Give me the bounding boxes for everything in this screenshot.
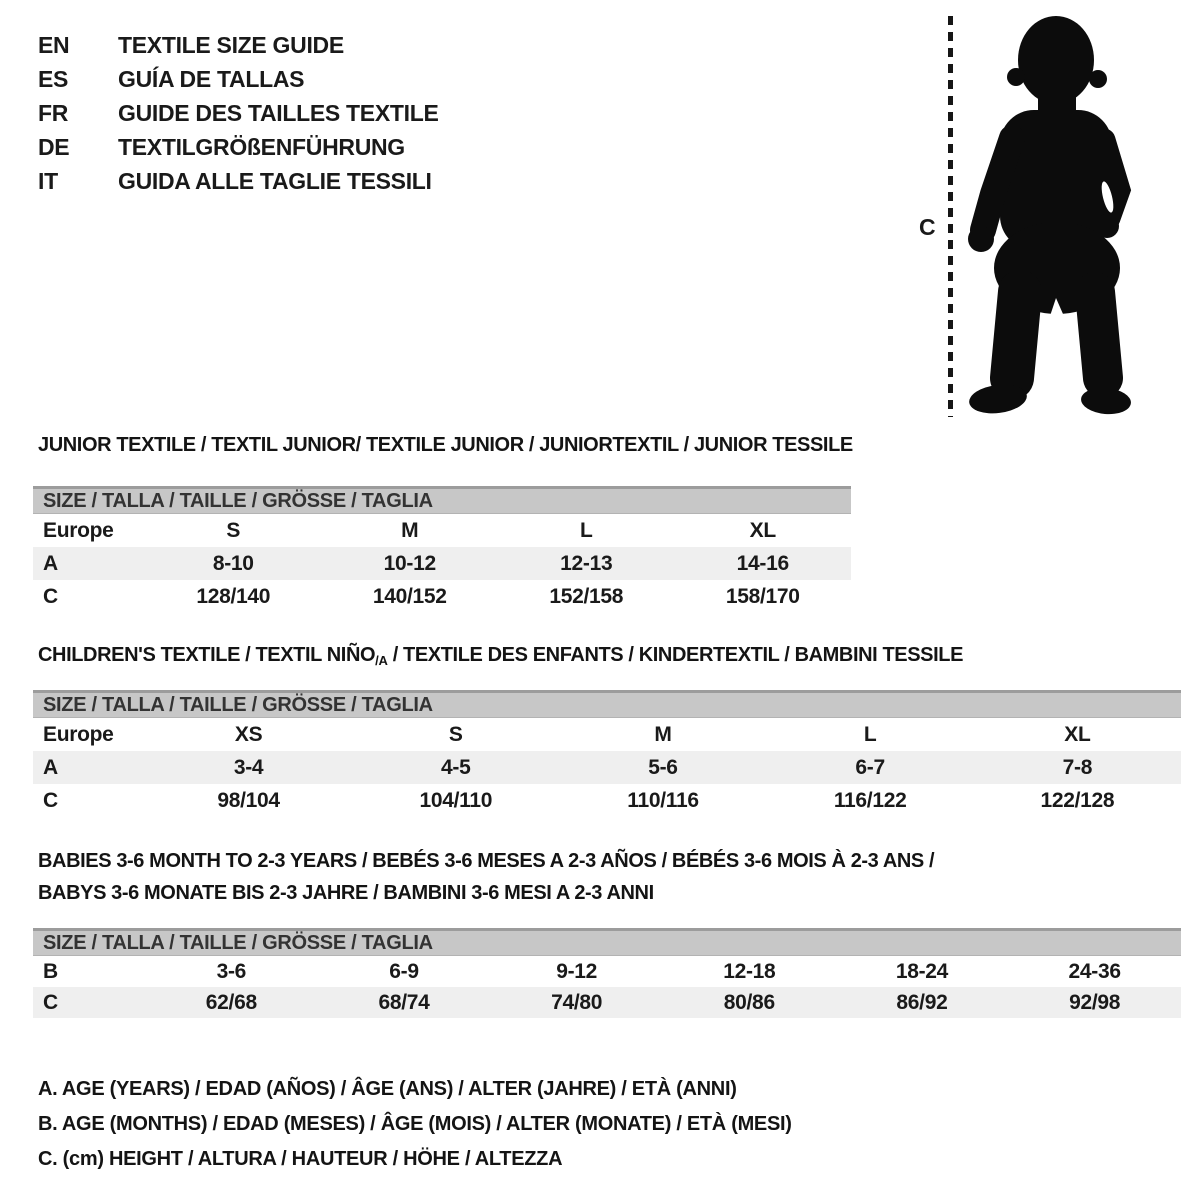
height-value: 116/122 [767, 784, 974, 817]
months-value: 9-12 [490, 956, 663, 988]
lang-row-es [38, 62, 439, 96]
age-value: 5-6 [559, 751, 766, 784]
row-label: A [33, 547, 145, 580]
row-label: A [33, 751, 145, 784]
height-value: 140/152 [322, 580, 499, 613]
lang-title-it: GUIDA ALLE TAGLIE TESSILI [118, 167, 432, 194]
months-value: 12-18 [663, 956, 836, 988]
children-size-table [33, 690, 1181, 817]
size-value: M [559, 718, 766, 752]
age-value: 10-12 [322, 547, 499, 580]
months-value: 6-9 [318, 956, 491, 988]
lang-code-en: EN [38, 31, 70, 58]
lang-code-fr: FR [38, 99, 69, 126]
row-label: C [33, 987, 145, 1018]
age-value: 7-8 [974, 751, 1181, 784]
junior-row-c [33, 580, 851, 613]
lang-code-it: IT [38, 167, 58, 194]
months-value: 3-6 [145, 956, 318, 988]
row-label: Europe [33, 514, 145, 548]
children-size-header: SIZE / TALLA / TAILLE / GRÖSSE / TAGLIA [33, 692, 1181, 718]
height-value: 104/110 [352, 784, 559, 817]
baby-ear-left [1007, 68, 1025, 86]
junior-size-table [33, 486, 851, 613]
children-size-header-row [33, 692, 1181, 718]
size-value: XS [145, 718, 352, 752]
size-value: M [322, 514, 499, 548]
height-value: 152/158 [498, 580, 675, 613]
babies-section-title-line2: BABYS 3-6 MONATE BIS 2-3 JAHRE / BAMBINI 3-6 MESI A 2-3 ANNI [38, 882, 654, 904]
age-value: 8-10 [145, 547, 322, 580]
size-value: S [145, 514, 322, 548]
size-value: XL [675, 514, 852, 548]
height-value: 122/128 [974, 784, 1181, 817]
height-value: 110/116 [559, 784, 766, 817]
children-row-europe [33, 718, 1181, 752]
baby-silhouette [956, 10, 1142, 420]
junior-size-header: SIZE / TALLA / TAILLE / GRÖSSE / TAGLIA [33, 488, 851, 514]
children-row-c [33, 784, 1181, 817]
babies-section-title-line1: BABIES 3-6 MONTH TO 2-3 YEARS / BEBÉS 3-6 MESES A 2-3 AÑOS / BÉBÉS 3-6 MOIS À 2-3 ANS / [38, 850, 935, 872]
height-dashed-line [948, 16, 953, 417]
lang-title-en: TEXTILE SIZE GUIDE [118, 31, 344, 58]
measurement-legend [38, 1072, 792, 1177]
children-row-a [33, 751, 1181, 784]
age-value: 14-16 [675, 547, 852, 580]
height-value: 80/86 [663, 987, 836, 1018]
language-title-block [38, 28, 439, 198]
junior-row-a [33, 547, 851, 580]
babies-row-c [33, 987, 1181, 1018]
row-label: C [33, 580, 145, 613]
height-value: 86/92 [836, 987, 1009, 1018]
baby-leg-right [1095, 292, 1103, 378]
lang-title-es: GUÍA DE TALLAS [118, 65, 305, 92]
size-value: XL [974, 718, 1181, 752]
junior-section-title: JUNIOR TEXTILE / TEXTIL JUNIOR/ TEXTILE JUNIOR / JUNIORTEXTIL / JUNIOR TESSILE [38, 434, 853, 456]
height-measure-label: C [919, 214, 936, 240]
babies-size-header: SIZE / TALLA / TAILLE / GRÖSSE / TAGLIA [33, 930, 1181, 956]
row-label: Europe [33, 718, 145, 752]
baby-ear-right [1089, 70, 1107, 88]
lang-code-de: DE [38, 133, 70, 160]
size-value: L [767, 718, 974, 752]
size-value: L [498, 514, 675, 548]
babies-size-table [33, 928, 1181, 1018]
age-value: 3-4 [145, 751, 352, 784]
legend-line-a: A. AGE (YEARS) / EDAD (AÑOS) / ÂGE (ANS) / ALTER (JAHRE) / ETÀ (ANNI) [38, 1078, 737, 1100]
age-value: 6-7 [767, 751, 974, 784]
babies-size-header-row [33, 930, 1181, 956]
lang-code-es: ES [38, 65, 69, 92]
height-value: 92/98 [1008, 987, 1181, 1018]
lang-title-fr: GUIDE DES TAILLES TEXTILE [118, 99, 439, 126]
months-value: 24-36 [1008, 956, 1181, 988]
lang-row-fr [38, 96, 439, 130]
lang-row-de [38, 130, 439, 164]
children-title-subscript: /A [375, 653, 388, 668]
baby-leg-left [1012, 292, 1020, 378]
row-label: B [33, 956, 145, 988]
height-value: 62/68 [145, 987, 318, 1018]
baby-hand-left [968, 226, 994, 252]
legend-line-b: B. AGE (MONTHS) / EDAD (MESES) / ÂGE (MOIS) / ALTER (MONATE) / ETÀ (MESI) [38, 1113, 792, 1135]
lang-title-de: TEXTILGRÖßENFÜHRUNG [118, 133, 405, 160]
size-value: S [352, 718, 559, 752]
height-value: 128/140 [145, 580, 322, 613]
lang-row-it [38, 164, 439, 198]
height-value: 68/74 [318, 987, 491, 1018]
months-value: 18-24 [836, 956, 1009, 988]
lang-row-en [38, 28, 439, 62]
children-section-title [38, 644, 963, 668]
height-value: 158/170 [675, 580, 852, 613]
age-value: 12-13 [498, 547, 675, 580]
row-label: C [33, 784, 145, 817]
legend-line-c: C. (cm) HEIGHT / ALTURA / HAUTEUR / HÖHE / ALTEZZA [38, 1148, 563, 1170]
junior-row-europe [33, 514, 851, 548]
height-value: 98/104 [145, 784, 352, 817]
age-value: 4-5 [352, 751, 559, 784]
children-title-suffix: / TEXTILE DES ENFANTS / KINDERTEXTIL / BAMBINI TESSILE [387, 644, 964, 666]
baby-hand-right [1095, 214, 1119, 238]
height-value: 74/80 [490, 987, 663, 1018]
children-title-prefix: CHILDREN'S TEXTILE / TEXTIL NIÑO [38, 644, 376, 666]
junior-size-header-row [33, 488, 851, 514]
babies-row-b [33, 956, 1181, 988]
